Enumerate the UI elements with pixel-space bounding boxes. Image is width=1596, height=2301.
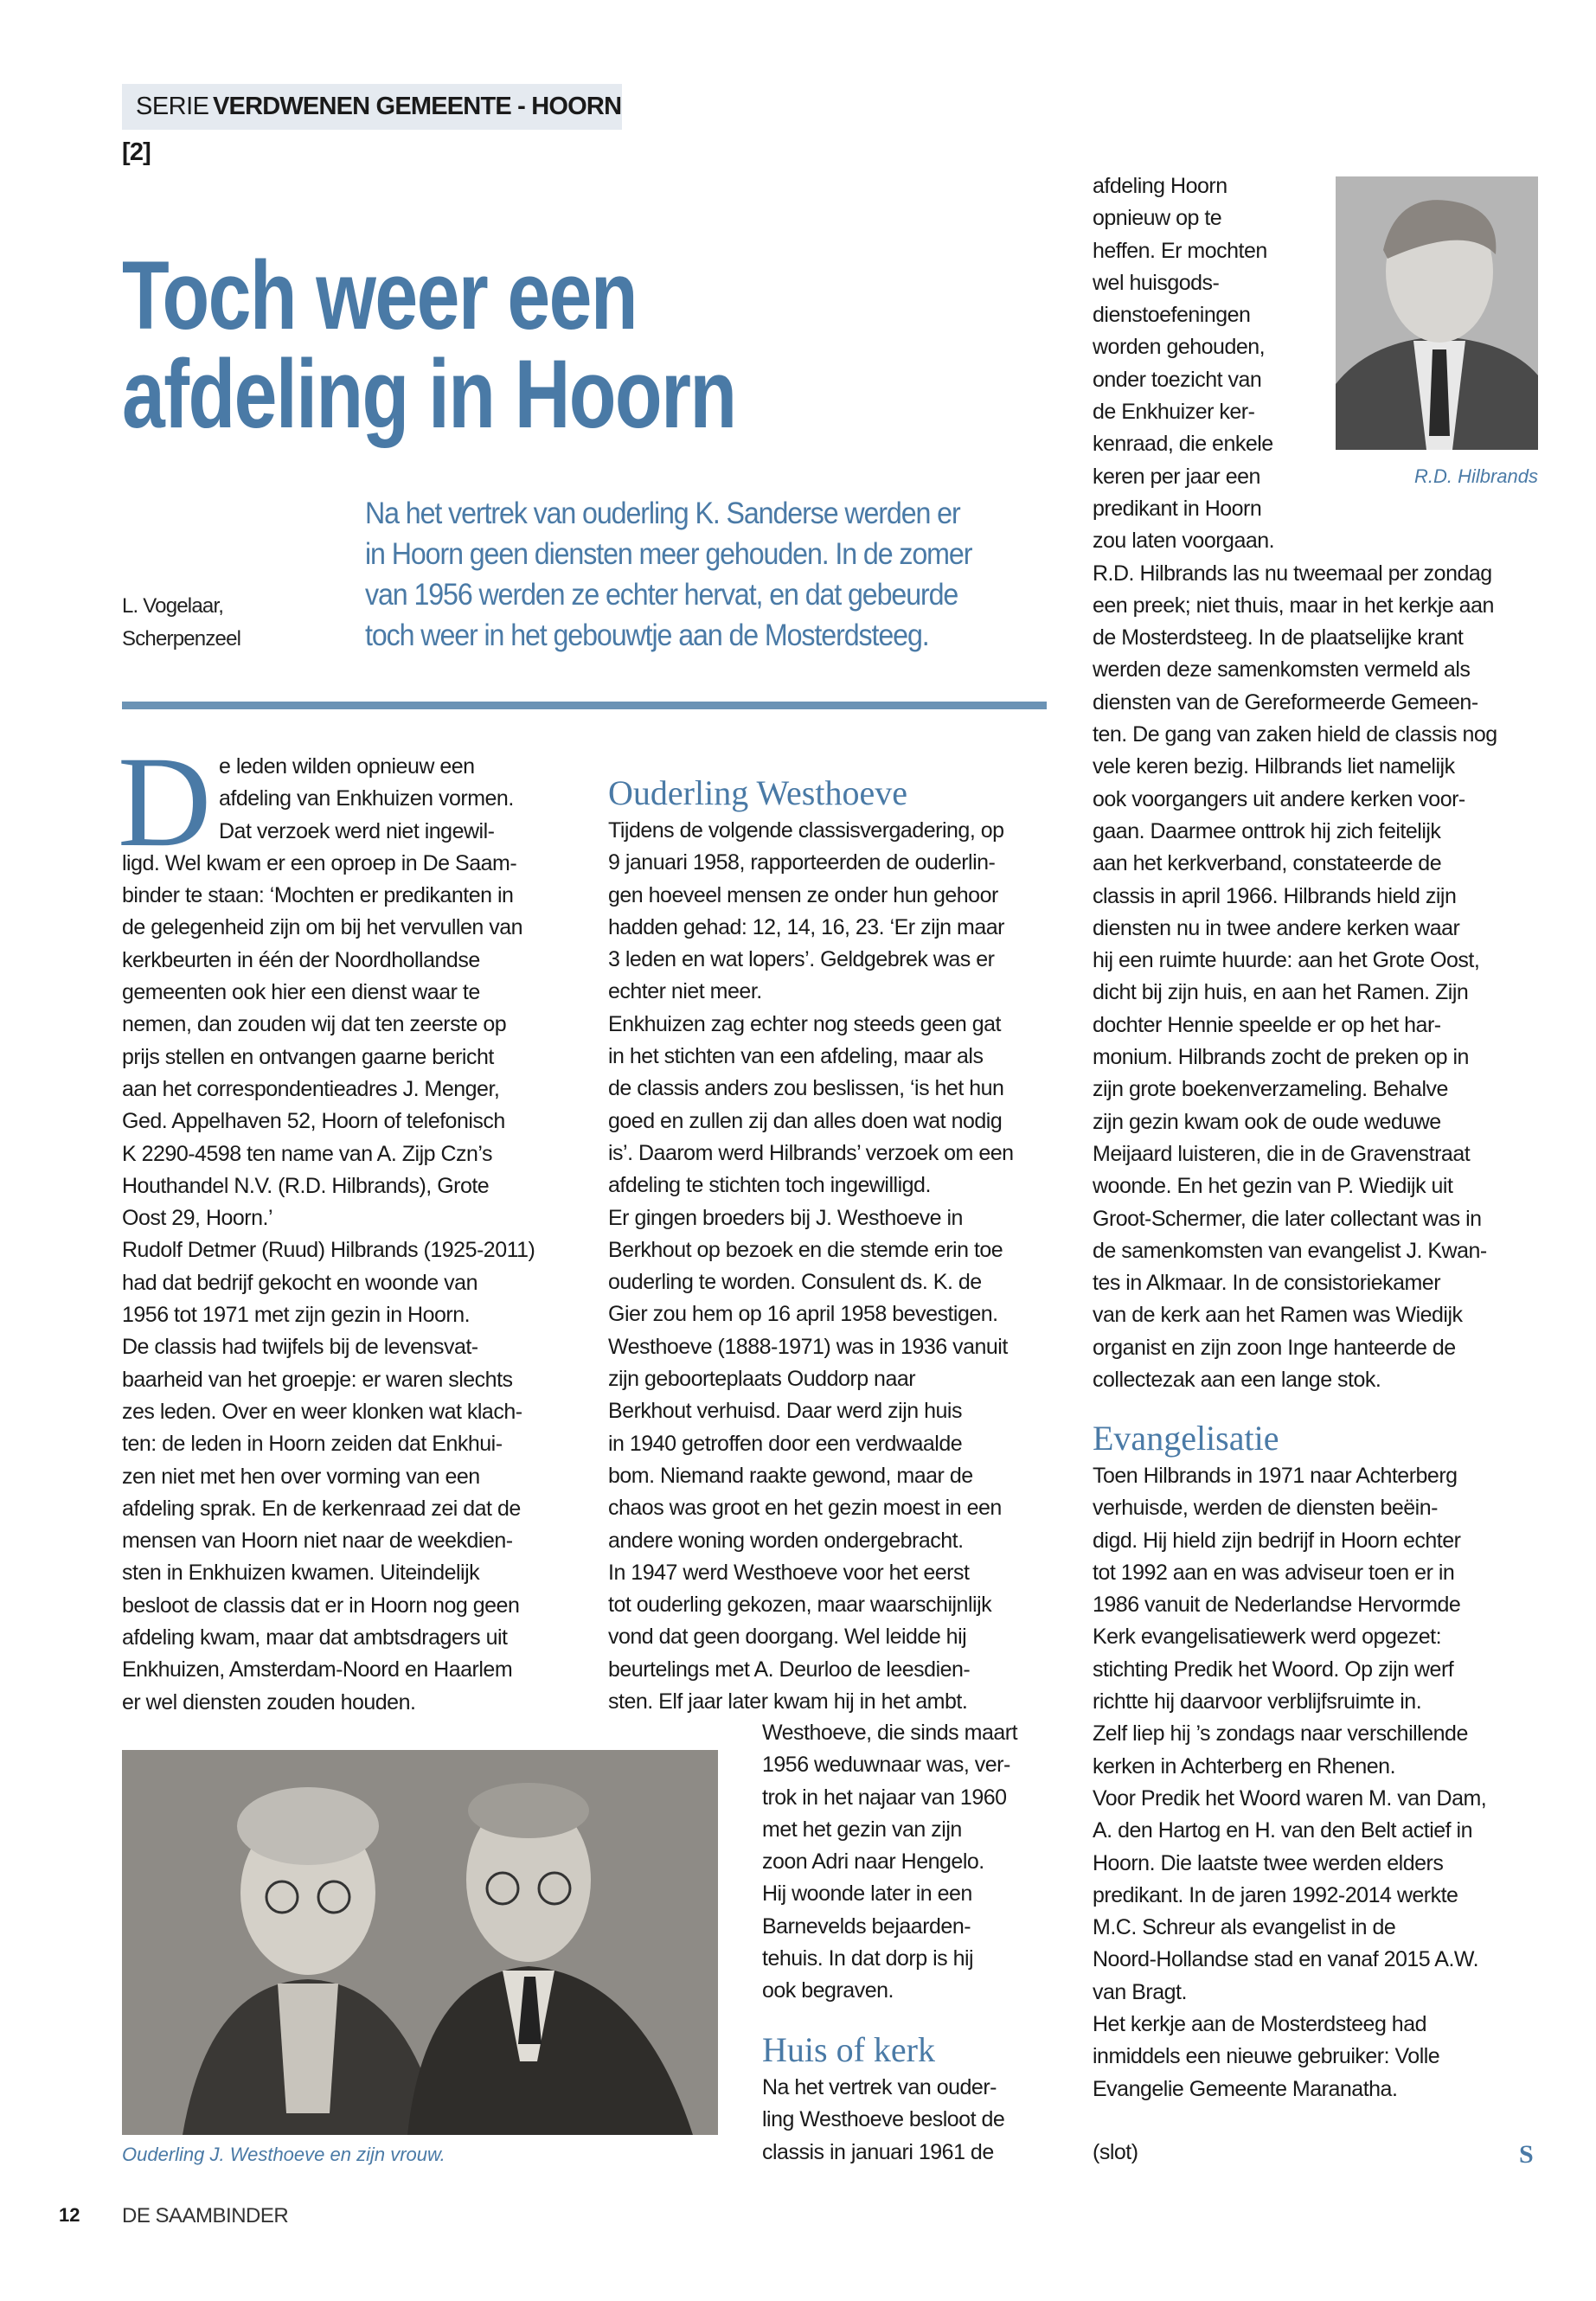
text-line: afdeling van Enkhuizen vormen. <box>219 786 514 811</box>
text-line: In 1947 werd Westhoeve voor het eerst <box>608 1560 970 1585</box>
text-line: de Mosterdsteeg. In de plaatselijke krant <box>1093 625 1464 651</box>
text-line: ook voorgangers uit andere kerken voor- <box>1093 786 1465 811</box>
text-line: wel huisgods- <box>1093 270 1220 295</box>
text-line: van Bragt. <box>1093 1979 1187 2004</box>
text-line: besloot de classis dat er in Hoorn nog geen <box>122 1593 520 1618</box>
text-line: afdeling te stichten toch ingewilligd. <box>608 1173 931 1198</box>
text-line: keren per jaar een <box>1093 464 1260 489</box>
text-line: gemeenten ook hier een dienst waar te <box>122 980 480 1005</box>
text-line: de classis anders zou beslissen, ‘is het hun <box>608 1076 1004 1101</box>
text-line: Westhoeve, die sinds maart <box>762 1721 1018 1745</box>
text-line: de Enkhuizer ker- <box>1093 400 1255 425</box>
text-line: dochter Hennie speelde er op het har- <box>1093 1012 1441 1037</box>
text-line: tot ouderling gekozen, maar waarschijnlijk <box>608 1593 992 1618</box>
text-line: ling Westhoeve besloot de <box>762 2107 1005 2132</box>
text-line: Dat verzoek werd niet ingewil- <box>219 818 495 843</box>
text-line: afdeling Hoorn <box>1093 174 1227 198</box>
text-line: goed en zullen zij dan alles doen wat nodig <box>608 1108 1003 1133</box>
text-line: Evangelie Gemeente Maranatha. <box>1093 2076 1398 2101</box>
divider-rule <box>122 702 1047 709</box>
text-line: M.C. Schreur als evangelist in de <box>1093 1915 1396 1940</box>
text-line: nemen, dan zouden wij dat ten zeerste op <box>122 1012 507 1037</box>
text-line: ten: de leden in Hoorn zeiden dat Enkhui- <box>122 1432 503 1457</box>
text-line: tehuis. In dat dorp is hij <box>762 1946 974 1971</box>
author-name: L. Vogelaar, <box>122 594 224 618</box>
text-line: tot 1992 aan en was adviseur toen er in <box>1093 1560 1455 1585</box>
column-3 <box>1093 170 1542 1396</box>
drop-cap: D <box>118 730 212 874</box>
text-line: opnieuw op te <box>1093 206 1222 231</box>
column-2 <box>608 815 1058 1718</box>
text-line: K 2290-4598 ten name van A. Zijp Czn’s <box>122 1141 493 1166</box>
text-line: inmiddels een nieuwe gebruiker: Volle <box>1093 2044 1440 2069</box>
text-line: aan het kerkverband, constateerde de <box>1093 851 1442 876</box>
text-line: R.D. Hilbrands las nu tweemaal per zondag <box>1093 561 1492 586</box>
text-line: 9 januari 1958, rapporteerden de ouderlin- <box>608 850 996 875</box>
heading-ouderling-westhoeve: Ouderling Westhoeve <box>608 773 907 812</box>
column-1 <box>122 751 580 1719</box>
text-line: van 1956 werden ze echter hervat, en dat gebeurde <box>365 578 958 612</box>
text-line: afdeling kwam, maar dat ambtsdragers uit <box>122 1625 508 1650</box>
text-line: gaan. Daarmee onttrok hij zich feitelijk <box>1093 818 1441 843</box>
text-line: bom. Niemand raakte gewond, maar de <box>608 1463 973 1488</box>
text-line: van de kerk aan het Ramen was Wiedijk <box>1093 1303 1463 1328</box>
text-line: classis in januari 1961 de <box>762 2139 994 2164</box>
text-line: in het stichten van een afdeling, maar als <box>608 1044 984 1069</box>
text-line: 1956 tot 1971 met zijn gezin in Hoorn. <box>122 1303 471 1328</box>
article-title <box>122 241 736 448</box>
text-line: verhuisde, werden de diensten beëin- <box>1093 1496 1438 1521</box>
text-line: Enkhuizen, Amsterdam-Noord en Haarlem <box>122 1657 513 1682</box>
text-line: de gelegenheid zijn om bij het vervullen van <box>122 915 523 940</box>
text-line: Meijaard luisteren, die in de Gravenstraat <box>1093 1141 1471 1166</box>
text-line: classis in april 1966. Hilbrands hield zijn <box>1093 883 1457 908</box>
text-line: ten. De gang van zaken hield de classis nog <box>1093 722 1497 747</box>
text-line: Groot-Schermer, die later collectant was in <box>1093 1206 1482 1231</box>
text-line: Kerk evangelisatiewerk werd opgezet: <box>1093 1625 1442 1650</box>
text-line: zijn grote boekenverzameling. Behalve <box>1093 1077 1448 1102</box>
text-line: hadden gehad: 12, 14, 16, 23. ‘Er zijn maar <box>608 914 1004 939</box>
text-line: gen hoeveel mensen ze onder hun gehoor <box>608 882 998 907</box>
magazine-name: DE SAAMBINDER <box>122 2204 289 2227</box>
text-line: Na het vertrek van ouderling K. Sanderse werden er <box>365 497 960 530</box>
text-line: chaos was groot en het gezin moest in een <box>608 1496 1002 1521</box>
article-lead <box>365 493 971 656</box>
text-line: diensten van de Gereformeerde Gemeen- <box>1093 689 1478 715</box>
text-line: Na het vertrek van ouder- <box>762 2075 997 2099</box>
text-line: in 1940 getroffen door een verdwaalde <box>608 1431 963 1456</box>
couple-portrait-image <box>122 1750 718 2135</box>
text-line: Oost 29, Hoorn.’ <box>122 1206 273 1231</box>
text-line: afdeling sprak. En de kerkenraad zei dat de <box>122 1496 521 1521</box>
text-line: zoon Adri naar Hengelo. <box>762 1849 984 1875</box>
text-line: zes leden. Over en weer klonken wat klach- <box>122 1399 522 1424</box>
text-line: Berkhout verhuisd. Daar werd zijn huis <box>608 1399 962 1424</box>
text-line: predikant in Hoorn <box>1093 496 1262 521</box>
text-line: beurtelings met A. Deurloo de leesdien- <box>608 1657 971 1682</box>
text-line: tes in Alkmaar. In de consistoriekamer <box>1093 1271 1441 1296</box>
text-line: in Hoorn geen diensten meer gehouden. In de zomer <box>365 537 972 571</box>
title-line: Toch weer een <box>122 241 637 349</box>
text-line: Tijdens de volgende classisvergadering, op <box>608 818 1004 843</box>
text-line: Hoorn. Die laatste twee werden elders <box>1093 1850 1444 1875</box>
text-line: kerkbeurten in één der Noordhollandse <box>122 947 480 972</box>
text-line: Er gingen broeders bij J. Westhoeve in <box>608 1205 963 1230</box>
text-line: werden deze samenkomsten vermeld als <box>1093 657 1471 683</box>
text-line: Het kerkje aan de Mosterdsteeg had <box>1093 2012 1427 2037</box>
text-line: vond dat geen doorgang. Wel leidde hij <box>608 1625 967 1650</box>
text-line: zijn gezin kwam ook de oude weduwe <box>1093 1109 1441 1134</box>
text-line: onder toezicht van <box>1093 367 1262 392</box>
text-line: Berkhout op bezoek en die stemde erin toe <box>608 1237 1003 1262</box>
text-line: zijn geboorteplaats Ouddorp naar <box>608 1367 916 1392</box>
text-line: Gier zou hem op 16 april 1958 bevestigen. <box>608 1302 998 1327</box>
text-line: er wel diensten zouden houden. <box>122 1689 416 1715</box>
text-line: collectezak aan een lange stok. <box>1093 1367 1381 1392</box>
text-line: Houthandel N.V. (R.D. Hilbrands), Grote <box>122 1173 490 1198</box>
text-line: andere woning worden ondergebracht. <box>608 1528 964 1553</box>
column-2-end <box>762 2072 1056 2169</box>
text-line: ook begraven. <box>762 1978 894 2003</box>
text-line: stichting Predik het Woord. Op zijn werf <box>1093 1657 1454 1682</box>
text-line: woonde. En het gezin van P. Wiedijk uit <box>1093 1174 1453 1199</box>
text-line: Barnevelds bejaarden- <box>762 1913 971 1939</box>
title-line: afdeling in Hoorn <box>122 340 736 448</box>
caption-westhoeve: Ouderling J. Westhoeve en zijn vrouw. <box>122 2144 445 2165</box>
text-line: zou laten voorgaan. <box>1093 529 1275 554</box>
text-line: e leden wilden opnieuw een <box>219 754 475 779</box>
text-line: prijs stellen en ontvangen gaarne bericht <box>122 1044 494 1069</box>
text-line: binder te staan: ‘Mochten er predikanten in <box>122 883 514 908</box>
text-line: sten in Enkhuizen kwamen. Uiteindelijk <box>122 1561 480 1586</box>
text-line: vele keren bezig. Hilbrands liet namelijk <box>1093 754 1455 779</box>
text-line: echter niet meer. <box>608 979 762 1004</box>
text-line: een preek; niet thuis, maar in het kerkje aan <box>1093 593 1494 618</box>
text-line: dicht bij zijn huis, en aan het Ramen. Zijn <box>1093 980 1469 1005</box>
text-line: aan het correspondentieadres J. Menger, <box>122 1076 500 1101</box>
text-line: Hij woonde later in een <box>762 1881 972 1907</box>
text-line: Toen Hilbrands in 1971 naar Achterberg <box>1093 1464 1458 1488</box>
author-byline <box>122 590 240 656</box>
text-line: worden gehouden, <box>1093 335 1266 360</box>
text-line: zen niet met hen over vorming van een <box>122 1464 480 1489</box>
text-line: hij een ruimte huurde: aan het Grote Oost, <box>1093 948 1480 973</box>
text-line: sten. Elf jaar later kwam hij in het ambt. <box>608 1689 968 1715</box>
text-line: de samenkomsten van evangelist J. Kwan- <box>1093 1238 1487 1263</box>
text-line: heffen. Er mochten <box>1093 238 1267 263</box>
slot-label: (slot) <box>1093 2140 1138 2164</box>
text-line: De classis had twijfels bij de levensvat- <box>122 1335 478 1360</box>
text-line: Ged. Appelhaven 52, Hoorn of telefonisch <box>122 1109 505 1134</box>
text-line: kenraad, die enkele <box>1093 432 1273 457</box>
text-line: dienstoefeningen <box>1093 303 1251 328</box>
article-end-slot <box>1093 2137 1138 2169</box>
text-line: is’. Daarom werd Hilbrands’ verzoek om een <box>608 1140 1014 1165</box>
text-line: ouderling te worden. Consulent ds. K. de <box>608 1270 982 1295</box>
text-line: Rudolf Detmer (Ruud) Hilbrands (1925-2011) <box>122 1238 535 1263</box>
series-prefix: SERIE <box>136 93 209 120</box>
text-line: mensen van Hoorn niet naar de weekdien- <box>122 1529 513 1554</box>
heading-evangelisatie: Evangelisatie <box>1093 1419 1279 1458</box>
text-line: ligd. Wel kwam er een oproep in De Saam- <box>122 850 517 875</box>
column-3-end <box>1093 1460 1542 2106</box>
text-line: baarheid van het groepje: er waren slechts <box>122 1367 513 1392</box>
text-line: richtte hij daarvoor verblijfsruimte in. <box>1093 1689 1422 1715</box>
author-place: Scherpenzeel <box>122 627 241 651</box>
caption-hilbrands: R.D. Hilbrands <box>1413 465 1538 487</box>
text-line: predikant. In de jaren 1992-2014 werkte <box>1093 1882 1458 1907</box>
text-line: Noord-Hollandse stad en vanaf 2015 A.W. <box>1093 1947 1479 1972</box>
text-line: diensten nu in twee andere kerken waar <box>1093 915 1460 940</box>
text-line: Zelf liep hij ’s zondags naar verschillende <box>1093 1721 1468 1747</box>
text-line: 1986 vanuit de Nederlandse Hervormde <box>1093 1593 1461 1618</box>
end-mark-logo: S <box>1519 2140 1534 2169</box>
column-2-continued <box>762 1717 1056 2008</box>
heading-huis-of-kerk: Huis of kerk <box>762 2030 935 2069</box>
text-line: Enkhuizen zag echter nog steeds geen gat <box>608 1011 1001 1036</box>
text-line: met het gezin van zijn <box>762 1817 962 1842</box>
series-banner <box>122 84 622 166</box>
text-line: organist en zijn zoon Inge hanteerde de <box>1093 1335 1456 1360</box>
text-line: Voor Predik het Woord waren M. van Dam, <box>1093 1785 1487 1811</box>
text-line: had dat bedrijf gekocht en woonde van <box>122 1270 478 1295</box>
text-line: toch weer in het gebouwtje aan de Mosterdsteeg. <box>365 619 929 652</box>
text-line: kerken in Achterberg en Rhenen. <box>1093 1753 1396 1779</box>
series-title: VERDWENEN GEMEENTE - HOORN [2] <box>122 93 622 166</box>
text-line: 1956 weduwnaar was, ver- <box>762 1753 1010 1778</box>
text-line: 3 leden en wat lopers’. Geldgebrek was er <box>608 947 995 972</box>
text-line: trok in het najaar van 1960 <box>762 1785 1007 1810</box>
page-number: 12 <box>59 2204 80 2226</box>
text-line: A. den Hartog en H. van den Belt actief in <box>1093 1818 1472 1843</box>
text-line: Westhoeve (1888-1971) was in 1936 vanuit <box>608 1334 1008 1359</box>
text-line: digd. Hij hield zijn bedrijf in Hoorn echter <box>1093 1528 1461 1553</box>
photo-westhoeve-couple <box>122 1750 718 2135</box>
text-line: monium. Hilbrands zocht de preken op in <box>1093 1045 1469 1070</box>
